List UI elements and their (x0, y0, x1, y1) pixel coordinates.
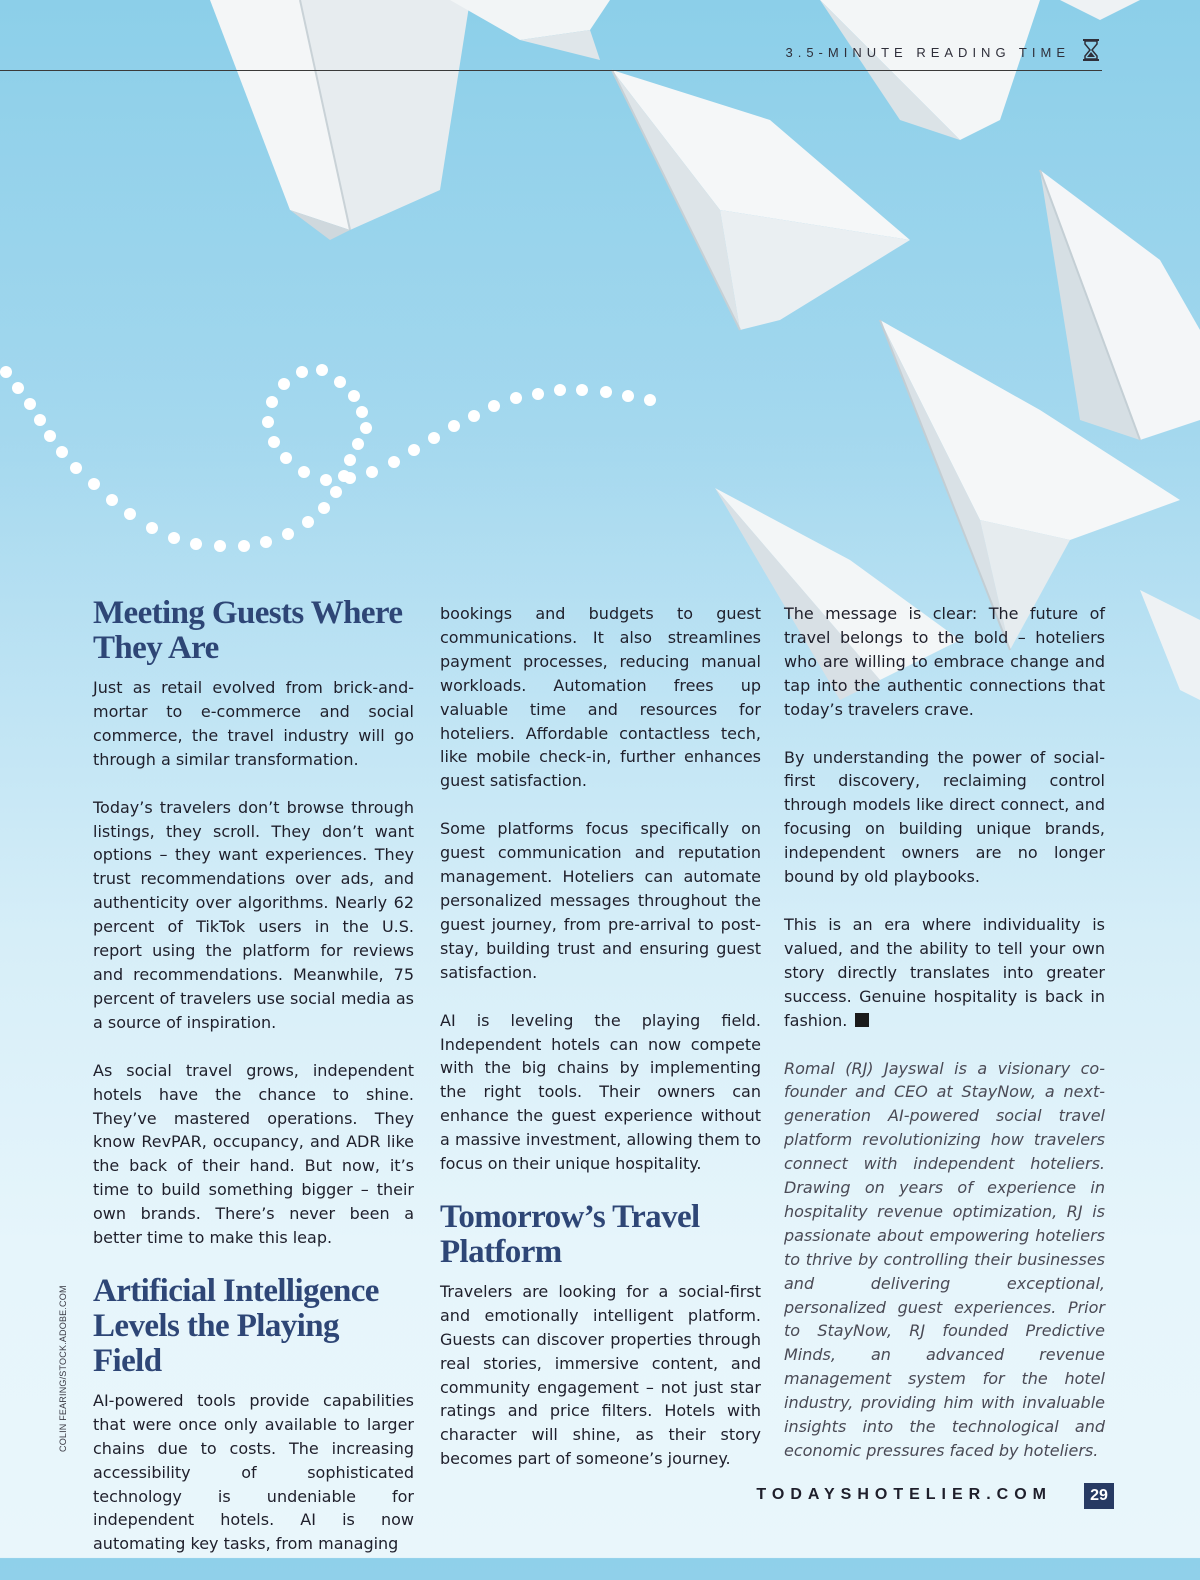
paragraph: By understanding the power of social-first discovery, reclaiming control through models like direct connect, and focusing on building unique brands, independent owners are no longer bound by old playbooks. (784, 747, 1105, 887)
paragraph-text: This is an era where individuality is valued, and the ability to tell your own story directly translates into greater success. Genuine hospitality is back in fashion. (784, 914, 1105, 1030)
hourglass-icon (1081, 38, 1101, 62)
paragraph: Today’s travelers don’t browse through listings, they scroll. They don’t want options – they want experiences. They trust recommendations over ads, and authenticity over algorithms. Nearly 62 percent of TikTok users in the U.S. report using the platform for reviews and recommendations. Meanwhile, 75 percent of travelers use social media as a source of inspiration. (93, 797, 414, 1032)
end-mark-icon (855, 1013, 869, 1027)
paragraph-final (784, 913, 1105, 1033)
paragraph: bookings and budgets to guest communications. It also streamlines payment processes, reducing manual workloads. Automation frees up valuable time and resources for hoteliers. Affordable contactless tech, like mobile check-in, further enhances guest satisfaction. (440, 604, 761, 791)
article-column-3 (784, 602, 1105, 1487)
paragraph: The message is clear: The future of travel belongs to the bold – hoteliers who are willing to embrace change and tap into the authentic connections that today’s travelers crave. (784, 604, 1105, 719)
paragraph: AI is leveling the playing field. Independent hotels can now compete with the big chains by implementing the right tools. Their owners can enhance the guest experience without a massive investment, allowing them to focus on their unique hospitality. (440, 1010, 761, 1174)
reading-time-label: 3.5-MINUTE READING TIME (785, 45, 1070, 60)
header-rule (0, 70, 1102, 71)
page-number: 29 (1084, 1483, 1114, 1509)
paragraph: Some platforms focus specifically on guest communication and reputation management. Hoteliers can automate personalized messages throughout the guest journey, from pre-arrival to post-stay, building trust and ensuring guest satisfaction. (440, 819, 761, 982)
paragraph: Just as retail evolved from brick-and-mortar to e-commerce and social commerce, the travel industry will go through a similar transformation. (93, 678, 414, 769)
author-bio: Romal (RJ) Jayswal is a visionary co-founder and CEO at StayNow, a next-generation AI-powered social travel platform revolutionizing how travelers connect with independent hoteliers. Drawing on years of experience in hospitality revenue optimization, RJ is passionate about empowering hoteliers to thrive by controlling their businesses and delivering exceptional, personalized guest experiences. Prior to StayNow, RJ founded Predictive Minds, an advanced revenue management system for the hotel industry, providing him with invaluable insights into the technological and economic pressures faced by hoteliers. (784, 1058, 1105, 1460)
photo-credit: COLIN FEARING/STOCK.ADOBE.COM (58, 1285, 68, 1452)
paragraph: AI-powered tools provide capabilities that were once only available to larger chains due to costs. The increasing accessibility of sophisticated technology is undeniable for independent hotels. AI is now automating key tasks, from managing (93, 1390, 414, 1554)
article-column-1 (93, 596, 414, 1580)
site-url[interactable]: TODAYSHOTELIER.COM (756, 1486, 1052, 1503)
paragraph: Travelers are looking for a social-first and emotionally intelligent platform. Guests can discover properties through real stories, immersive content, and community engagement – not just star ratings and price filters. Hotels with character will shine, as their story becomes part of someone’s journey. (440, 1281, 761, 1469)
section-heading: Tomorrow’s Travel Platform (440, 1198, 700, 1270)
section-heading: Meeting Guests Where They Are (93, 595, 403, 666)
paragraph: As social travel grows, independent hotels have the chance to shine. They’ve mastered operations. They know RevPAR, occupancy, and ADR like the back of their hand. But now, it’s time to build something bigger – their own brands. There’s never been a better time to make this leap. (93, 1060, 414, 1248)
article-column-2 (440, 602, 761, 1495)
section-heading: Artificial Intelligence Levels the Playing Field (93, 1272, 379, 1379)
